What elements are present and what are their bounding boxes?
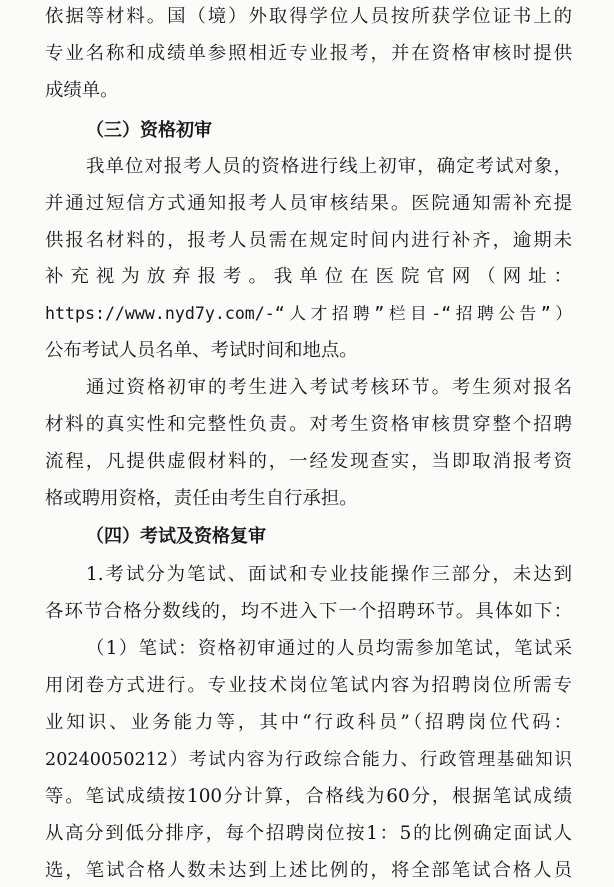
paragraph-line: 补充视为放弃报考。我单位在医院官网（网址： [45, 266, 572, 287]
section-heading: （四）考试及资格复审 [86, 526, 266, 547]
paragraph-line: 20240050212）考试内容为行政综合能力、行政管理基础知识 [45, 750, 572, 770]
paragraph-line: 成绩单。 [45, 80, 119, 101]
website-url-line: https://www.nyd7y.com/-“人才招聘”栏目-“招聘公告”） [45, 304, 572, 323]
paragraph-line: 供报名材料的，报考人员需在规定时间内进行补齐，逾期未 [45, 230, 572, 251]
paragraph-line: 流程，凡提供虚假材料的，一经发现查实，当即取消报考资 [45, 451, 572, 472]
paragraph-line: 选，笔试合格人数未达到上述比例的，将全部笔试合格人员 [45, 860, 572, 881]
paragraph-line: 材料的真实性和完整性负责。对考生资格审核贯穿整个招聘 [45, 414, 572, 435]
paragraph-line: （1）笔试：资格初审通过的人员均需参加笔试，笔试采 [86, 638, 572, 659]
paragraph-line: 1.考试分为笔试、面试和专业技能操作三部分，未达到 [86, 564, 572, 585]
paragraph-line: 专业名称和成绩单参照相近专业报考，并在资格审核时提供 [45, 43, 572, 64]
paragraph-line: 从高分到低分排序，每个招聘岗位按1：5的比例确定面试人 [45, 823, 572, 844]
paragraph-line: 通过资格初审的考生进入考试考核环节。考生须对报名 [86, 377, 572, 398]
paragraph-line: 业知识、业务能力等，其中“行政科员”（招聘岗位代码： [45, 712, 572, 733]
paragraph-line: 用闭卷方式进行。专业技术岗位笔试内容为招聘岗位所需专 [45, 675, 572, 696]
paragraph-line: 等。笔试成绩按100分计算，合格线为60分，根据笔试成绩 [45, 786, 572, 807]
section-heading: （三）资格初审 [86, 120, 212, 141]
paragraph-line: 我单位对报考人员的资格进行线上初审，确定考试对象， [86, 156, 572, 177]
paragraph-line: 各环节合格分数线的，均不进入下一个招聘环节。具体如下： [45, 601, 572, 622]
paragraph-line: 格或聘用资格，责任由考生自行承担。 [45, 488, 358, 509]
paragraph-line: 并通过短信方式通知报考人员审核结果。医院通知需补充提 [45, 193, 572, 214]
paragraph-line: 公布考试人员名单、考试时间和地点。 [45, 340, 358, 361]
paragraph-line: 依据等材料。国（境）外取得学位人员按所获学位证书上的 [45, 6, 572, 27]
